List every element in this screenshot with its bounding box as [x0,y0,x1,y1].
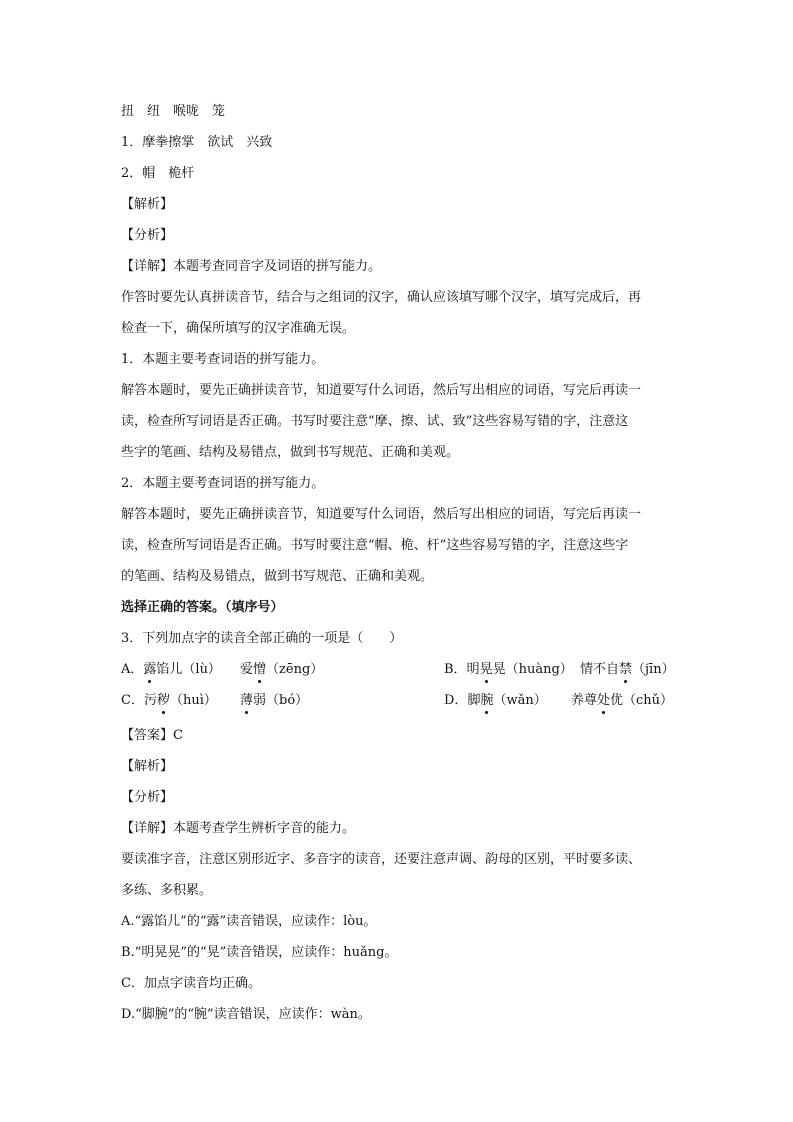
analysis-label: 【解析】 [121,197,174,212]
option-text: 馅儿（lù） [156,662,221,677]
option-label: B． [444,662,467,677]
detail-line: 【详解】本题考查学生辨析字音的能力。 [121,821,356,836]
paragraph-line: 解答本题时，要先正确拼读音节，知道要写什么词语，然后写出相应的词语，写完后再读一 [121,383,642,398]
option-a-word-2 [240,661,323,679]
answer-line-2: 1．摩拳擦掌 欲试 兴致 [121,135,273,150]
answer-line-3: 2．帽 桅杆 [121,166,195,181]
option-text: 脚 [467,693,481,708]
dotted-char: 露 [143,662,157,677]
option-label: C． [121,693,144,708]
option-d-word-2 [571,692,673,710]
dotted-char: 禁 [619,662,633,677]
option-text: 弱（bó） [253,693,309,708]
paragraph-line: 些字的笔画、结构及易错点，做到书写规范、正确和美观。 [121,445,460,460]
detail-line-1: 【详解】本题考查同音字及词语的拼写能力。 [121,259,382,274]
analysis-label: 【解析】 [121,759,174,774]
option-a [121,661,221,679]
paragraph-line: 解答本题时，要先正确拼读音节，知道要写什么词语，然后写出相应的词语，写完后再读一 [121,507,642,522]
fenxi-label: 【分析】 [121,228,174,243]
explanation-d: D.“脚腕”的“腕”读音错误，应读作：wàn。 [121,1007,371,1022]
option-label: D． [444,693,468,708]
paragraph-line: 多练、多积累。 [121,883,213,898]
dotted-char: 薄 [240,693,254,708]
dotted-char: 秽 [156,693,170,708]
paragraph-line: 读，检查所写词语是否正确。书写时要注意“帽、桅、杆”这些容易写错的字，注意这些字 [121,538,629,553]
option-text: 情不自 [580,662,620,677]
option-text: （huì） [169,693,217,708]
answer-line-1: 扭 纽 喉咙 笼 [121,104,226,119]
explanation-a: A.“露馅儿”的“露”读音错误，应读作：lòu。 [121,914,377,929]
dotted-char: 处 [597,693,611,708]
option-label: A． [121,662,144,677]
paragraph-line: 1．本题主要考查词语的拼写能力。 [121,352,325,367]
option-text: 养尊 [571,693,598,708]
option-text: 爱 [240,662,254,677]
option-text: 明 [466,662,480,677]
answer-label: 【答案】C [121,728,183,743]
option-text: （zēng） [266,662,324,677]
option-c-word-2 [240,692,308,710]
explanation-b: B.“明晃晃”的“晃”读音错误，应读作：huǎng。 [121,945,398,960]
explanation-c: C．加点字读音均正确。 [121,976,261,991]
section-heading: 选择正确的答案。（填序号） [121,600,284,615]
option-text: （jīn） [632,662,675,677]
option-text: （wǎn） [493,693,547,708]
option-b [444,661,573,679]
dotted-char: 憎 [253,662,267,677]
dotted-char: 腕 [480,693,494,708]
paragraph-line: 读，检查所写词语是否正确。书写时要注意“摩、擦、试、致”这些容易写错的字，注意这 [121,414,629,429]
option-text: 污 [143,693,157,708]
option-d [444,692,547,710]
paragraph-line: 2．本题主要考查词语的拼写能力。 [121,476,325,491]
paragraph-line: 的笔画、结构及易错点，做到书写规范、正确和美观。 [121,569,434,584]
option-text: 晃（huàng） [492,662,573,677]
paragraph-line: 检查一下，确保所填写的汉字准确无误。 [121,321,356,336]
fenxi-label: 【分析】 [121,790,174,805]
paragraph-line: 要读准字音，注意区别形近字、多音字的读音，还要注意声调、韵母的区别，平时要多读、 [121,852,642,867]
paragraph-line: 作答时要先认真拼读音节，结合与之组词的汉字，确认应该填写哪个汉字，填写完成后，再 [121,290,642,305]
dotted-char: 晃 [479,662,493,677]
question-stem: 3．下列加点字的读音全部正确的一项是（ ） [121,631,403,646]
option-c [121,692,217,710]
option-b-word-2 [580,661,675,679]
option-text: 优（chǔ） [610,693,674,708]
